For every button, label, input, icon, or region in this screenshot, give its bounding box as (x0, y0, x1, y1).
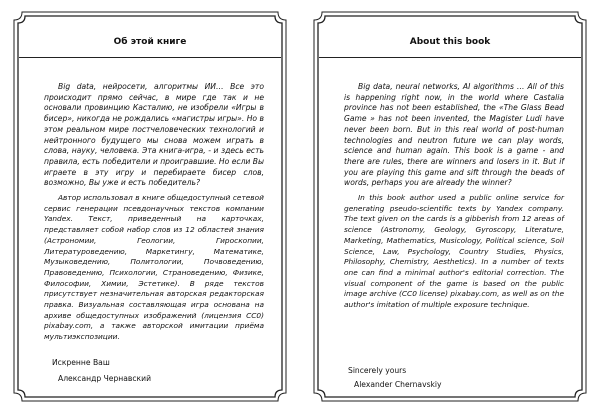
signature-greeting: Sincerely yours (348, 366, 407, 375)
signature-author: Александр Чернавский (58, 374, 152, 383)
card-english (312, 10, 588, 403)
signature-author: Alexander Chernavskiy (354, 380, 442, 389)
card-title: About this book (409, 37, 491, 47)
method-paragraph: Автор использовал в книге общедоступный сетевой сервис генерации псевдонаучных текстов компании Yandex. Текст, приведенный на карточках, представляет собой набор слов из 12 областей знания (Астрономии, Геологии, Гироскопии, Литературоведению, Маркетингу, Математике, Музыковедению, Политологии, Почвоведению, Правоведению, Психологии, Страноведению, Физике, Философии, Химии, Эстетике). В ряде текстов присутствует незначительная авторская редакторская правка. Визуальная составляющая игра основана на архиве общедоступных изображений (лицензия CC0) pixabay.com, а также авторской имитации приёма мультиэкспозиции. (44, 193, 264, 342)
method-paragraph: In this book author used a public online service for generating pseudo-scientific texts by Yandex company. The text given on the cards is a gibberish from 12 areas of science (Astronomy, Geology, Gyroscopy, Literature, Marketing, Mathematics, Musicology, Political science, Soil Science, Law, Psychology, Country Studies, Physics, Philosophy, Chemistry, Aesthetics). In a number of texts one can find a minimal author's editorial correction. The visual component of the game is based on the public image archive (CC0 license) pixabay.com, as well as on the author's imitation of multiple exposure technique. (344, 193, 564, 310)
title-divider (19, 57, 281, 58)
intro-paragraph: Big data, neural networks, AI algorithms … All of this is happening right now, in the world where Castalia province has not been established, the «The Glass Bead Game » has not been invented, the Magister Ludi have never been born. But in this real world of post-human technologies and neutron future we can play words, science and human again. This book is a game - and there are rules, there are winners and losers in it. But if you are playing this game and sift through the beads of words, perhaps you are already the winner? (344, 82, 564, 188)
intro-paragraph: Big data, нейросети, алгоритмы ИИ… Все это происходит прямо сейчас, в мире где так и не основали провинцию Касталию, не изобрели «Игры в бисер», никогда не рождались «магистры игры». Но в этом реальном мире постчеловеческих технологий и нейтронного будущего мы снова можем играть в слова, науку, человека. Эта книга-игра, - и здесь есть правила, есть победители и проигравшие. Но если Вы играете в эту игру и перебираете бисер слов, возможно, Вы уже и есть победитель? (44, 82, 264, 188)
title-divider (319, 57, 581, 58)
card-title: Об этой книге (113, 37, 187, 47)
signature-greeting: Искренне Ваш (52, 358, 110, 367)
card-russian (12, 10, 288, 403)
